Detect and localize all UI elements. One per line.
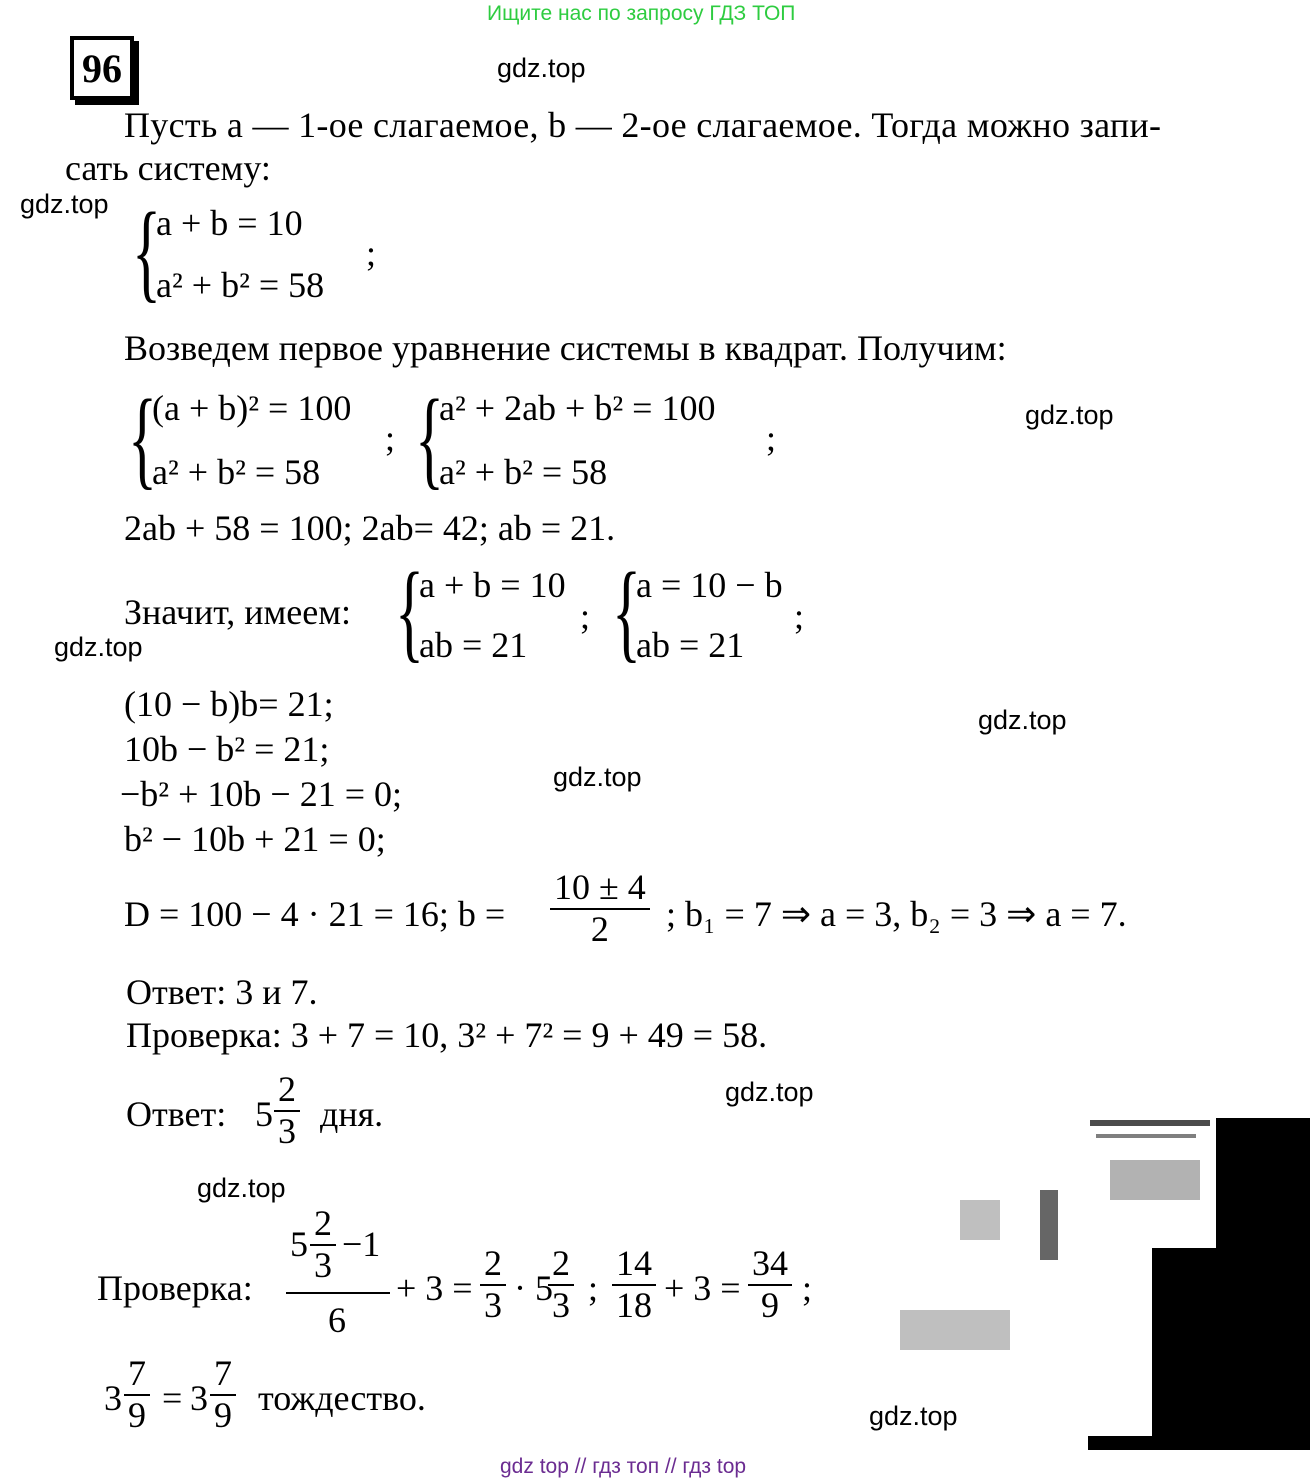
fraction [748, 1244, 792, 1325]
brace-icon: { [132, 190, 162, 312]
header-banner: Ищите нас по запросу ГДЗ ТОП [487, 2, 796, 25]
numerator: 2 [274, 1070, 300, 1112]
numerator: 7 [124, 1354, 150, 1396]
system-1 [132, 190, 392, 312]
denominator: 9 [214, 1394, 232, 1435]
intro-line: Пусть a — 1-ое слагаемое, b — 2-ое слагаемое. Тогда можно запи- [124, 105, 1162, 145]
operator: + 3 = [664, 1268, 741, 1308]
operator: = [162, 1378, 183, 1418]
semicolon: ; [580, 596, 591, 636]
denominator: 3 [484, 1284, 502, 1325]
numerator-tail: −1 [342, 1224, 381, 1264]
watermark: gdz.top [1025, 400, 1114, 430]
answer-label: Ответ: [126, 1094, 227, 1134]
fraction [548, 1244, 574, 1325]
identity-whole: 3 [104, 1378, 122, 1418]
fraction [210, 1354, 236, 1435]
watermark: gdz.top [54, 632, 143, 662]
semicolon: ; [366, 233, 377, 273]
brace-icon: { [395, 550, 425, 672]
equation: a² + b² = 58 [152, 452, 321, 492]
denominator: 3 [552, 1284, 570, 1325]
fraction [310, 1204, 336, 1285]
denominator: 3 [314, 1244, 332, 1285]
check-line: Проверка: 3 + 7 = 10, 3² + 7² = 9 + 49 = 58. [126, 1015, 768, 1055]
semicolon: ; [794, 596, 805, 636]
fraction [612, 1244, 656, 1325]
complex-fraction [286, 1203, 390, 1340]
fraction-bar [286, 1292, 390, 1294]
intro-line: сать систему: [65, 148, 271, 188]
semicolon: ; [766, 418, 777, 458]
equation-line: D = 100 − 4 · 21 = 16; b = [124, 894, 506, 934]
semicolon: ; [385, 418, 396, 458]
denominator: 2 [590, 908, 609, 949]
check-label: Проверка: [97, 1268, 253, 1308]
equation: a² + b² = 58 [439, 452, 608, 492]
task-number: 96 [70, 36, 134, 100]
equation: (a + b)² = 100 [152, 388, 352, 428]
numerator: 7 [210, 1354, 236, 1396]
numerator: 34 [748, 1244, 792, 1286]
brace-icon: { [128, 377, 158, 499]
answer-line: Ответ: 3 и 7. [126, 972, 318, 1012]
numerator: 2 [480, 1244, 506, 1286]
footer-banner: gdz top // гдз топ // гдз top [500, 1455, 747, 1478]
fraction [480, 1244, 506, 1325]
watermark: gdz.top [197, 1173, 286, 1203]
operator: · 5 [514, 1268, 553, 1308]
semicolon: ; [802, 1268, 813, 1308]
numerator: 2 [548, 1244, 574, 1286]
answer-whole: 5 [255, 1094, 273, 1134]
brace-icon: { [415, 377, 445, 499]
equation-line: ; b₁ = 7 ⇒ a = 3, b₂ = 3 ⇒ a = 7. [666, 894, 1127, 934]
denominator: 18 [616, 1284, 652, 1325]
numerator: 10 ± 4 [550, 868, 650, 910]
watermark: gdz.top [725, 1077, 814, 1107]
answer-unit: дня. [320, 1094, 384, 1134]
equation: ab = 21 [636, 625, 745, 665]
equation: a + b = 10 [419, 565, 566, 605]
numerator-whole: 5 [290, 1224, 308, 1264]
system-3a [395, 550, 585, 672]
fraction [124, 1354, 150, 1435]
brace-icon: { [612, 550, 642, 672]
denominator: 6 [328, 1300, 346, 1340]
equation-line: −b² + 10b − 21 = 0; [120, 774, 403, 814]
operator: + 3 = [396, 1268, 473, 1308]
system-3b [612, 550, 805, 672]
fraction [274, 1070, 300, 1151]
watermark: gdz.top [553, 762, 642, 792]
system-2b [415, 377, 765, 499]
equation: a² + 2ab + b² = 100 [439, 388, 716, 428]
equation: a + b = 10 [156, 203, 303, 243]
equation: a² + b² = 58 [156, 265, 325, 305]
watermark: gdz.top [869, 1401, 958, 1431]
denominator: 9 [128, 1394, 146, 1435]
identity-text: тождество. [258, 1378, 426, 1418]
watermark: gdz.top [20, 189, 109, 219]
equation: ab = 21 [419, 625, 528, 665]
equation-line: 2ab + 58 = 100; 2ab= 42; ab = 21. [124, 508, 616, 548]
system-2a [128, 377, 398, 499]
denominator: 9 [761, 1284, 779, 1325]
equation-line: 10b − b² = 21; [124, 729, 330, 769]
equation: a = 10 − b [636, 565, 783, 605]
identity-whole: 3 [190, 1378, 208, 1418]
semicolon: ; [588, 1268, 599, 1308]
equation-line: b² − 10b + 21 = 0; [124, 819, 386, 859]
watermark: gdz.top [978, 705, 1067, 735]
equation-line: (10 − b)b= 21; [124, 684, 334, 724]
numerator: 2 [310, 1204, 336, 1246]
fraction [550, 868, 650, 949]
paragraph: Значит, имеем: [124, 592, 352, 632]
numerator: 14 [612, 1244, 656, 1286]
denominator: 3 [278, 1110, 296, 1151]
paragraph: Возведем первое уравнение системы в квадрат. Получим: [124, 328, 1007, 368]
watermark: gdz.top [497, 53, 586, 83]
